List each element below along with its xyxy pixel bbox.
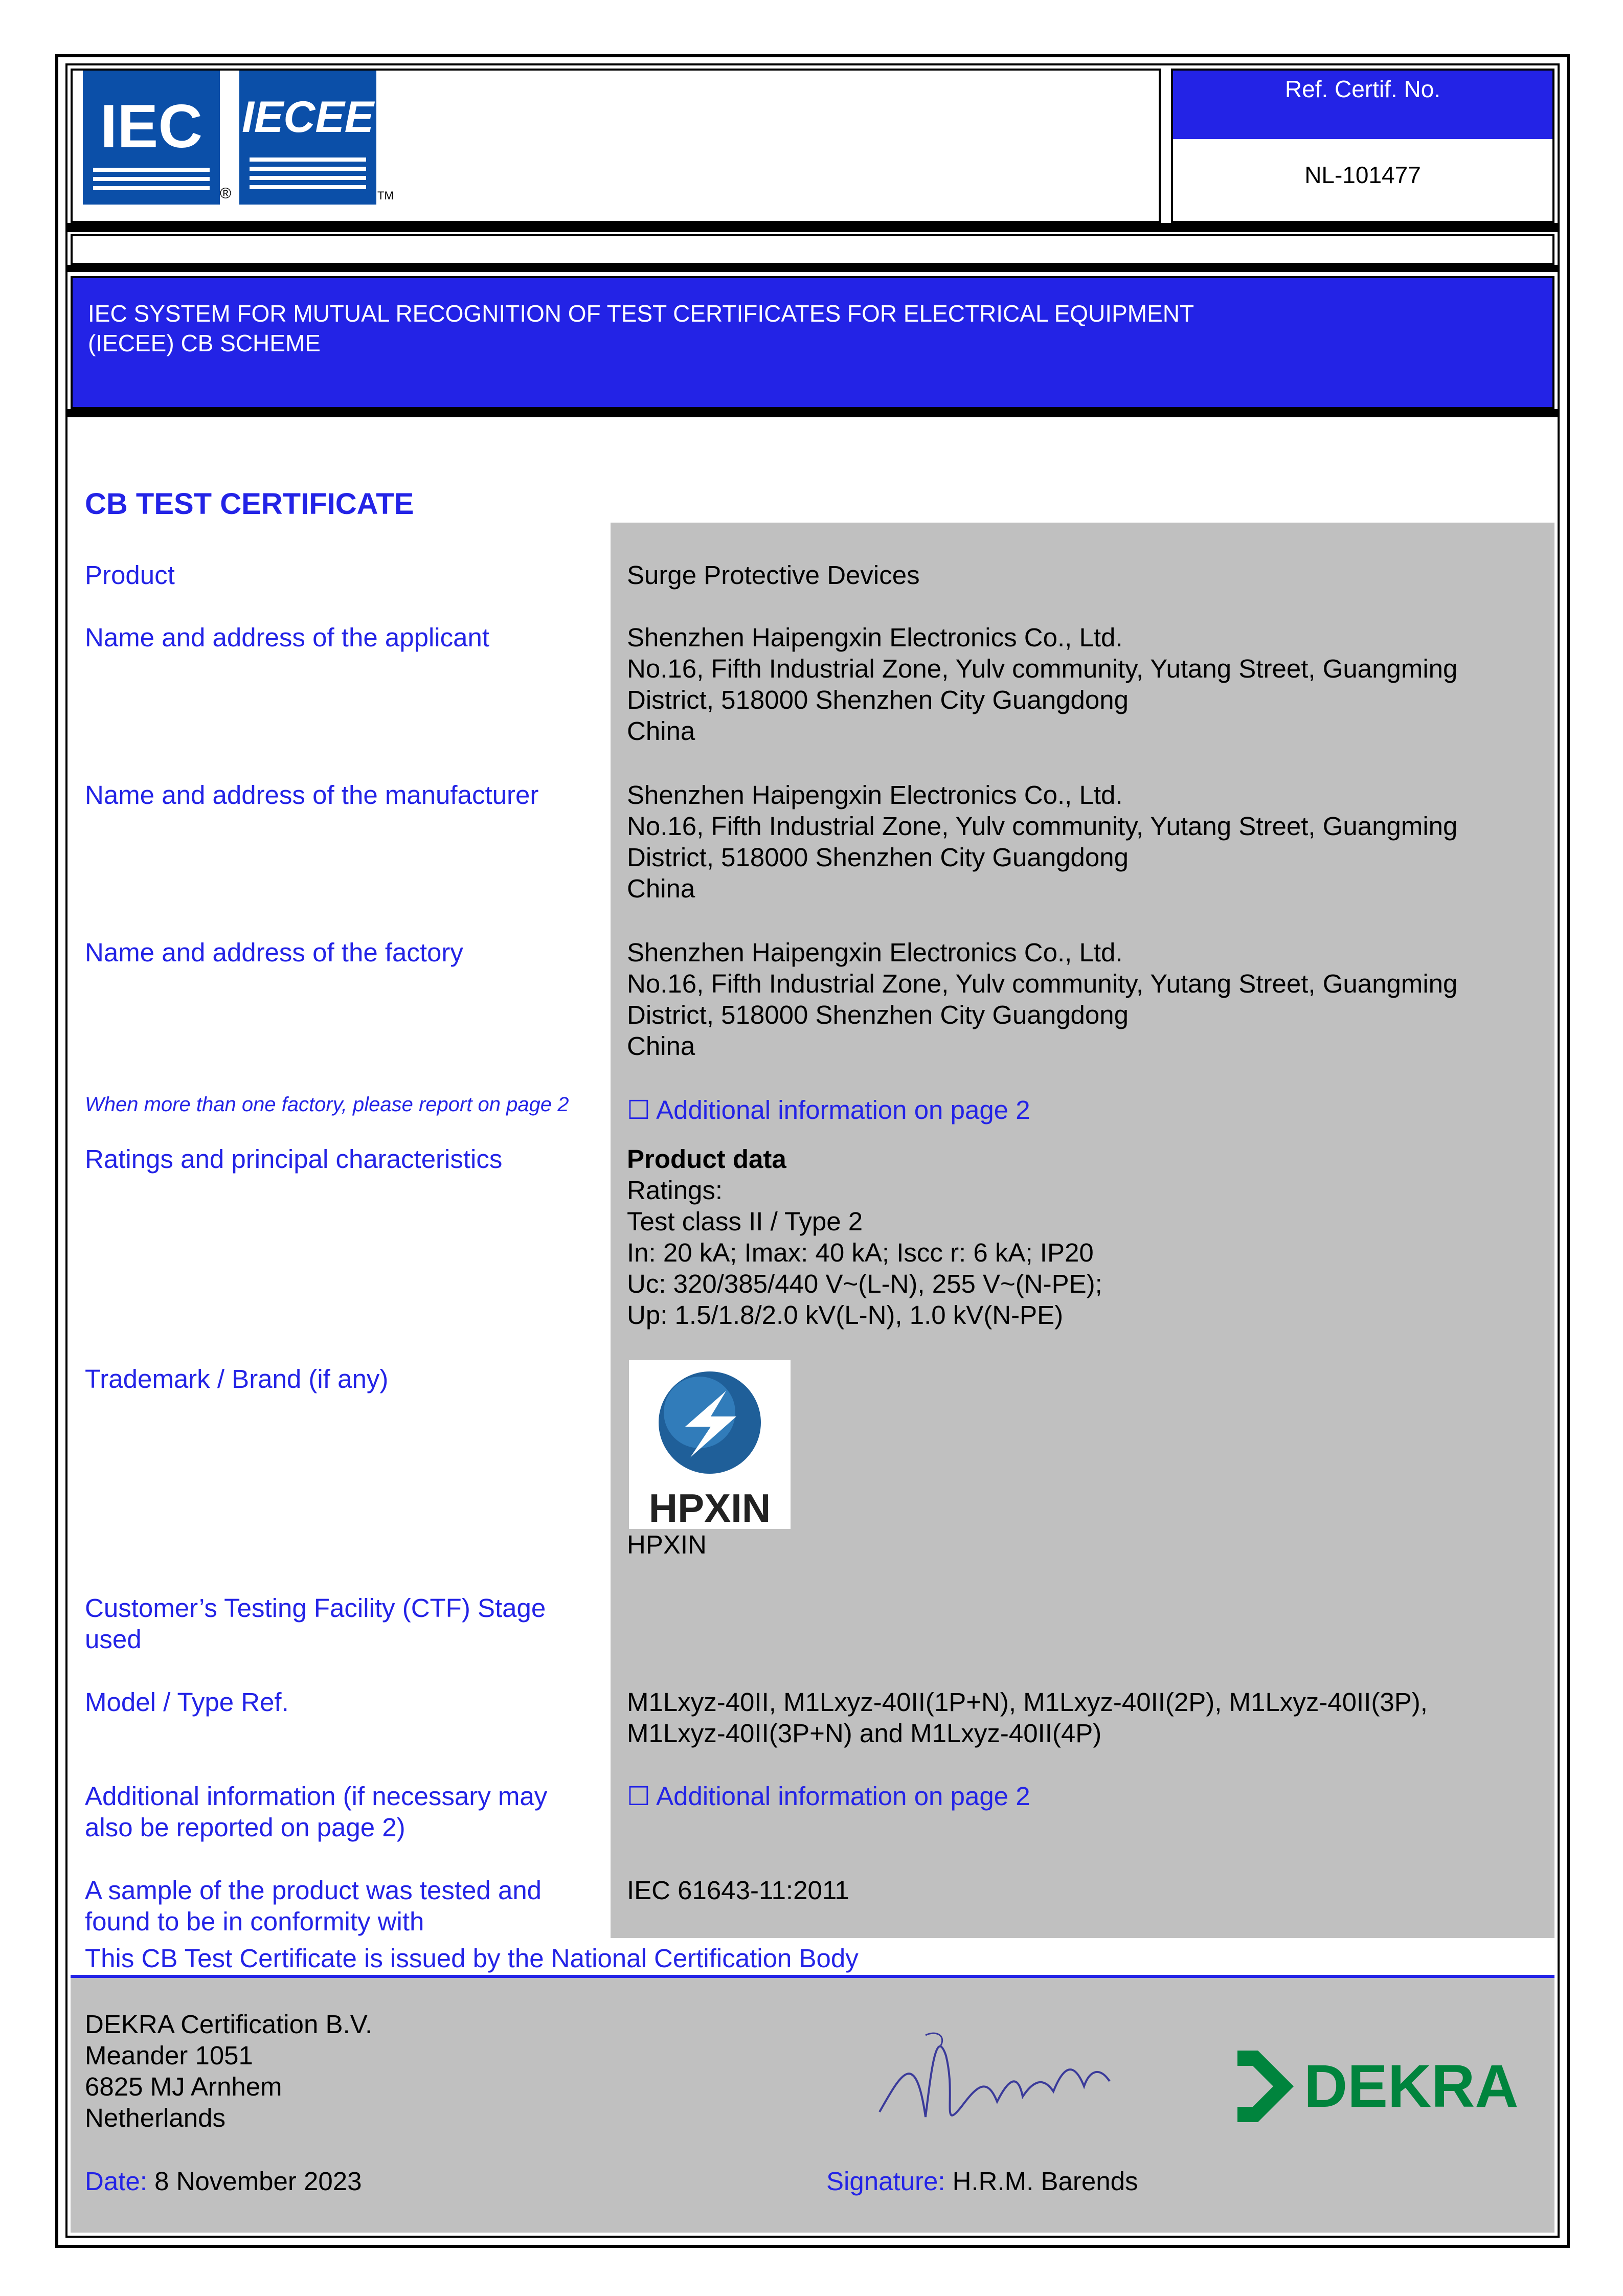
- header-logo-box: [71, 69, 1161, 223]
- manufacturer-line: District, 518000 Shenzhen City Guangdong: [627, 843, 1129, 872]
- banner-line-2: (IECEE) CB SCHEME: [88, 330, 321, 356]
- address-line: Netherlands: [85, 2103, 226, 2132]
- divider: [65, 409, 1560, 417]
- factory-label: Name and address of the factory: [85, 938, 463, 967]
- scheme-banner: [71, 276, 1554, 409]
- ref-value: NL-101477: [1304, 162, 1421, 188]
- handwritten-signature: [869, 2015, 1115, 2143]
- factory-value: [627, 937, 1547, 1062]
- signature-label: Signature:: [826, 2167, 945, 2196]
- svg-text:DEKRA: DEKRA: [1304, 2053, 1519, 2120]
- applicant-line: Shenzhen Haipengxin Electronics Co., Ltd.: [627, 623, 1123, 652]
- iec-logo: [83, 71, 220, 205]
- model-label: Model / Type Ref.: [85, 1687, 289, 1717]
- ref-box: [1171, 69, 1554, 223]
- banner-line-1: IEC SYSTEM FOR MUTUAL RECOGNITION OF TEST CERTIFICATES FOR ELECTRICAL EQUIPMENT: [88, 300, 1194, 327]
- divider: [65, 265, 1560, 272]
- product-label: Product: [85, 560, 175, 590]
- ratings-line: In: 20 kA; Imax: 40 kA; Iscc r: 6 kA; IP20: [627, 1238, 1094, 1267]
- additional-info-text: ☐ Additional information on page 2: [627, 1782, 1030, 1811]
- ctf-label: Customer’s Testing Facility (CTF) Stage used: [85, 1593, 546, 1654]
- manufacturer-label: Name and address of the manufacturer: [85, 780, 539, 809]
- additional-info-checkbox-2[interactable]: [627, 1781, 1547, 1812]
- address-line: Meander 1051: [85, 2041, 253, 2070]
- dekra-logo: [1237, 2045, 1524, 2127]
- ref-label: Ref. Certif. No.: [1173, 71, 1552, 139]
- divider: [65, 223, 1560, 232]
- date-line: [85, 2166, 362, 2196]
- signature-value: H.R.M. Barends: [952, 2167, 1138, 2196]
- svg-text:HPXIN: HPXIN: [648, 1485, 771, 1529]
- applicant-line: China: [627, 716, 695, 746]
- trademark-label: Trademark / Brand (if any): [85, 1364, 389, 1393]
- date-label: Date:: [85, 2167, 147, 2196]
- ratings-line: Up: 1.5/1.8/2.0 kV(L-N), 1.0 kV(N-PE): [627, 1300, 1064, 1330]
- address-line: DEKRA Certification B.V.: [85, 2010, 373, 2039]
- more-factory-note: When more than one factory, please report on page 2: [85, 1093, 569, 1116]
- date-value: 8 November 2023: [154, 2167, 362, 2196]
- certification-body-address: [85, 2009, 372, 2133]
- iecee-logo: [239, 71, 376, 205]
- manufacturer-line: Shenzhen Haipengxin Electronics Co., Ltd.: [627, 780, 1123, 809]
- model-value: [627, 1686, 1547, 1749]
- svg-text:IECEE: IECEE: [241, 93, 374, 142]
- applicant-line: District, 518000 Shenzhen City Guangdong: [627, 685, 1129, 714]
- trademark-value: HPXIN: [627, 1530, 707, 1559]
- registered-mark: ®: [220, 185, 232, 202]
- address-line: 6825 MJ Arnhem: [85, 2072, 282, 2101]
- conformity-label: A sample of the product was tested and found to be in conformity with: [85, 1876, 542, 1936]
- factory-line: Shenzhen Haipengxin Electronics Co., Ltd.: [627, 938, 1123, 967]
- applicant-value: [627, 622, 1547, 747]
- additional-info-checkbox-1[interactable]: [627, 1094, 1547, 1126]
- manufacturer-line: China: [627, 874, 695, 903]
- ratings-heading: Product data: [627, 1144, 786, 1174]
- trademark-mark: TM: [377, 189, 394, 202]
- ratings-line: Uc: 320/385/440 V~(L-N), 255 V~(N-PE);: [627, 1269, 1102, 1298]
- applicant-label: Name and address of the applicant: [85, 623, 489, 652]
- blank-row: [71, 234, 1554, 265]
- factory-line: District, 518000 Shenzhen City Guangdong: [627, 1000, 1129, 1029]
- ratings-line: Ratings:: [627, 1176, 723, 1205]
- conformity-value: IEC 61643-11:2011: [627, 1876, 849, 1905]
- factory-line: China: [627, 1031, 695, 1061]
- issued-by-statement: This CB Test Certificate is issued by the National Certification Body: [85, 1944, 859, 1973]
- certificate-title: CB TEST CERTIFICATE: [85, 487, 414, 521]
- applicant-line: No.16, Fifth Industrial Zone, Yulv community, Yutang Street, Guangming: [627, 654, 1458, 683]
- additional-info-text: ☐ Additional information on page 2: [627, 1095, 1030, 1124]
- factory-line: No.16, Fifth Industrial Zone, Yulv community, Yutang Street, Guangming: [627, 969, 1458, 998]
- manufacturer-value: [627, 779, 1547, 904]
- ratings-value: [627, 1143, 1547, 1331]
- hpxin-logo: [629, 1360, 791, 1529]
- ratings-label: Ratings and principal characteristics: [85, 1144, 503, 1174]
- manufacturer-line: No.16, Fifth Industrial Zone, Yulv community, Yutang Street, Guangming: [627, 812, 1458, 841]
- svg-text:IEC: IEC: [100, 92, 203, 161]
- signature-line: [826, 2166, 1138, 2196]
- additional-label: Additional information (if necessary may also be reported on page 2): [85, 1782, 548, 1842]
- model-line: M1Lxyz-40II, M1Lxyz-40II(1P+N), M1Lxyz-40II(2P), M1Lxyz-40II(3P),: [627, 1687, 1428, 1717]
- model-line: M1Lxyz-40II(3P+N) and M1Lxyz-40II(4P): [627, 1719, 1102, 1748]
- product-value: Surge Protective Devices: [627, 560, 920, 590]
- ratings-line: Test class II / Type 2: [627, 1207, 863, 1236]
